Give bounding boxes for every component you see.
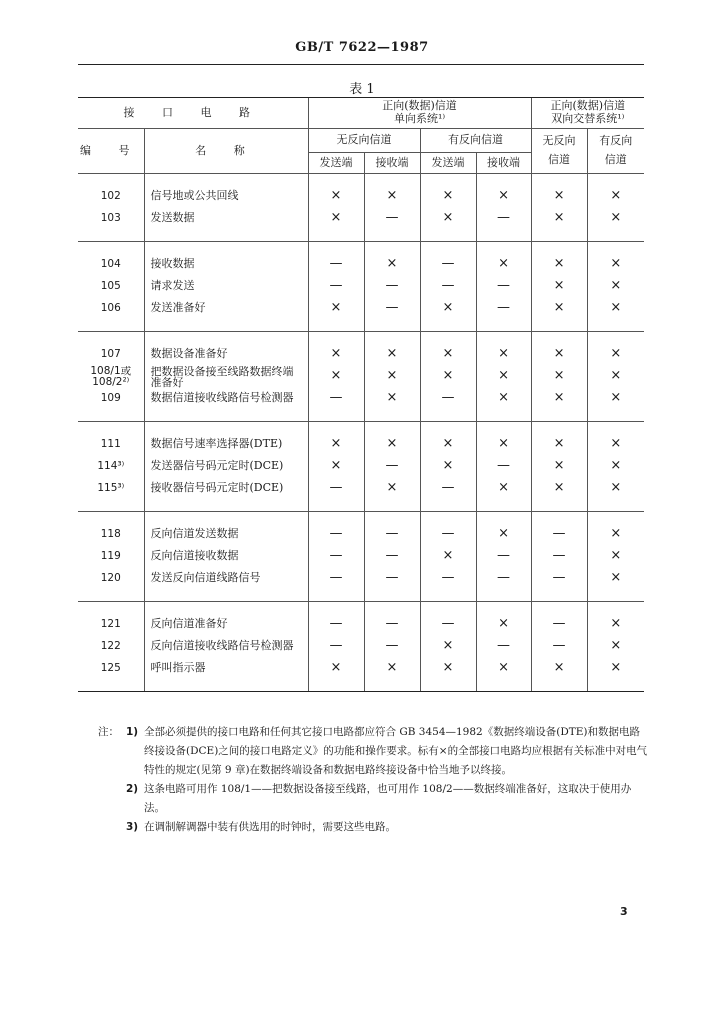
circuit-number: 107 [100,348,121,361]
alt-line2: 双向交替系统¹⁾ [551,112,625,125]
note-item [98,818,648,837]
support-mark: × [420,208,476,230]
support-mark: — [308,254,364,276]
table-body [78,174,644,692]
support-mark: × [476,388,531,410]
support-mark: × [308,434,364,456]
table-row [78,478,644,500]
table-row [78,276,644,298]
header-alt-no-reverse [531,129,587,174]
note-item [98,723,648,780]
circuit-number: 105 [100,280,121,293]
support-mark: — [420,254,476,276]
alt-no-rev-line1: 无反向 [542,134,576,148]
circuit-name: 反向信道发送数据 [144,524,308,546]
support-mark: — [420,478,476,500]
support-mark: × [531,254,587,276]
support-mark: — [531,568,587,590]
support-mark: × [308,186,364,208]
support-mark: × [364,254,420,276]
circuit-name: 接收数据 [144,254,308,276]
support-mark: × [476,434,531,456]
support-mark: × [364,344,420,366]
unidir-line2: 单向系统¹⁾ [393,112,446,125]
support-mark: — [531,636,587,658]
support-mark: × [420,456,476,478]
table-row [78,456,644,478]
note-text: 在调制解调器中装有供选用的时钟时，需要这些电路。 [144,821,396,833]
support-mark: × [531,456,587,478]
support-mark: — [364,276,420,298]
support-mark: × [364,478,420,500]
header-interface: 接 口 电 路 [78,98,308,129]
circuit-number: 120 [100,572,121,585]
header-unidirectional [308,98,531,129]
support-mark: × [587,524,644,546]
circuit-number: 118 [100,528,121,541]
support-mark: — [308,546,364,568]
support-mark: — [420,276,476,298]
support-mark: × [587,208,644,230]
circuit-name: 数据信号速率选择器(DTE) [144,434,308,456]
support-mark: × [587,254,644,276]
support-mark: × [420,366,476,388]
support-mark: × [587,658,644,680]
group-spacer [78,590,644,602]
support-mark: × [531,276,587,298]
group-spacer [78,242,644,254]
table-title: 表 1 [349,82,375,97]
support-mark: × [476,658,531,680]
support-mark: × [531,366,587,388]
note-index: 2) [126,783,139,795]
support-mark: × [587,344,644,366]
group-spacer [78,230,644,242]
support-mark: × [364,366,420,388]
table-row [78,546,644,568]
support-mark: × [531,298,587,320]
circuit-number: 121 [100,618,121,631]
header-recv: 接收端 [476,153,531,174]
table-row [78,298,644,320]
circuit-number: 106 [100,302,121,315]
group-spacer [78,602,644,614]
support-mark: — [531,614,587,636]
note-text: 全部必须提供的接口电路和任何其它接口电路都应符合 GB 3454—1982《数据终端设备(DTE)和数据电路终接设备(DCE)之间的接口电路定义》的功能和操作要求。标有×的全部接口电路均应根据有关标准中对电气特性的规定(见第 9 章)在数据终端设备和数据电路终接设备中恰当地予以终接。 [144,726,648,776]
alt-no-rev-line2: 信道 [548,153,571,166]
header-alternate [531,98,644,129]
circuit-name: 信号地或公共回线 [144,186,308,208]
notes-label: 注： [98,726,119,738]
support-mark: — [476,456,531,478]
support-mark: — [420,388,476,410]
support-mark: × [587,614,644,636]
support-mark: × [531,344,587,366]
circuit-name: 请求发送 [144,276,308,298]
support-mark: — [476,546,531,568]
table-row [78,186,644,208]
circuit-name: 发送反向信道线路信号 [144,568,308,590]
support-mark: × [587,478,644,500]
support-mark: × [531,434,587,456]
support-mark: — [420,524,476,546]
circuit-number: 119 [100,550,121,563]
support-mark: × [587,366,644,388]
support-mark: — [476,636,531,658]
support-mark: — [420,568,476,590]
support-mark: × [587,186,644,208]
support-mark: × [531,186,587,208]
support-mark: × [587,434,644,456]
alt-rev-line2: 信道 [604,153,627,166]
support-mark: × [420,546,476,568]
table-row [78,636,644,658]
circuit-name: 把数据设备接至线路数据终端 准备好 [144,366,308,388]
support-mark: × [308,366,364,388]
support-mark: — [420,614,476,636]
circuit-number: 103 [100,212,121,225]
circuit-number: 109 [100,392,121,405]
support-mark: — [364,298,420,320]
group-spacer [78,320,644,332]
support-mark: — [308,276,364,298]
support-mark: × [420,344,476,366]
table-row [78,614,644,636]
group-spacer [78,174,644,186]
group-spacer [78,500,644,512]
support-mark: — [476,568,531,590]
circuit-name: 反向信道准备好 [144,614,308,636]
support-mark: — [308,614,364,636]
support-mark: — [308,524,364,546]
group-spacer [78,512,644,524]
table-row [78,388,644,410]
support-mark: × [531,208,587,230]
support-mark: — [476,298,531,320]
support-mark: × [476,478,531,500]
support-mark: — [364,456,420,478]
circuit-number: 111 [100,438,121,451]
support-mark: — [364,546,420,568]
support-mark: — [308,478,364,500]
circuit-number: 104 [100,258,121,271]
circuit-number: 122 [100,640,121,653]
support-mark: — [476,208,531,230]
support-mark: × [531,478,587,500]
support-mark: — [531,546,587,568]
support-mark: × [308,344,364,366]
document-header: GB/T 7622—1987 [295,40,429,55]
note-index: 1) [126,726,139,738]
support-mark: × [587,276,644,298]
header-recv: 接收端 [364,153,420,174]
support-mark: × [364,658,420,680]
support-mark: × [308,208,364,230]
support-mark: — [364,208,420,230]
table-row [78,208,644,230]
circuit-number: 102 [100,190,121,203]
note-item [98,780,648,818]
alt-rev-line1: 有反向 [599,134,633,148]
table-row [78,568,644,590]
circuit-name: 发送数据 [144,208,308,230]
header-alt-with-reverse [587,129,644,174]
support-mark: × [364,388,420,410]
support-mark: × [587,388,644,410]
support-mark: — [364,524,420,546]
table-row [78,524,644,546]
table-row [78,434,644,456]
support-mark: — [364,614,420,636]
circuit-name: 发送准备好 [144,298,308,320]
group-spacer [78,332,644,344]
circuit-name: 呼叫指示器 [144,658,308,680]
support-mark: — [364,636,420,658]
support-mark: × [420,298,476,320]
note-text: 这条电路可用作 108/1——把数据设备接至线路，也可用作 108/2——数据终端准备好，这取决于使用办法。 [144,783,632,814]
note-index: 3) [126,821,139,833]
group-spacer [78,422,644,434]
support-mark: × [587,636,644,658]
support-mark: × [476,344,531,366]
group-spacer [78,680,644,692]
support-mark: × [476,186,531,208]
support-mark: × [308,456,364,478]
group-spacer [78,410,644,422]
support-mark: × [531,658,587,680]
circuit-number: 115³⁾ [97,482,125,495]
header-send: 发送端 [420,153,476,174]
support-mark: × [476,366,531,388]
header-name: 名 称 [144,129,308,174]
support-mark: × [420,186,476,208]
support-mark: — [531,524,587,546]
circuit-name: 数据设备准备好 [144,344,308,366]
support-mark: × [308,298,364,320]
circuit-number: 108/1或 108/2²⁾ [90,365,132,388]
support-mark: × [587,298,644,320]
circuit-name: 反向信道接收数据 [144,546,308,568]
support-mark: — [308,388,364,410]
support-mark: × [420,658,476,680]
circuit-number: 114³⁾ [97,460,125,473]
support-mark: × [587,546,644,568]
interface-circuit-table [78,97,644,692]
circuit-name: 发送器信号码元定时(DCE) [144,456,308,478]
circuit-name: 接收器信号码元定时(DCE) [144,478,308,500]
support-mark: — [476,276,531,298]
support-mark: — [308,636,364,658]
circuit-number: 125 [100,662,121,675]
notes-block [98,723,648,837]
support-mark: × [587,568,644,590]
support-mark: × [476,254,531,276]
table-row [78,366,644,388]
page-number: 3 [620,905,628,918]
support-mark: × [420,636,476,658]
support-mark: × [364,434,420,456]
circuit-name: 反向信道接收线路信号检测器 [144,636,308,658]
header-number: 编 号 [78,129,144,174]
table-row [78,344,644,366]
support-mark: × [587,456,644,478]
header-with-reverse: 有反向信道 [420,129,531,153]
header-rule [78,64,644,65]
alt-line1: 正向(数据)信道 [550,99,626,113]
support-mark: — [364,568,420,590]
header-send: 发送端 [308,153,364,174]
table-row [78,658,644,680]
support-mark: × [364,186,420,208]
support-mark: — [308,568,364,590]
support-mark: × [476,524,531,546]
support-mark: × [308,658,364,680]
circuit-name: 数据信道接收线路信号检测器 [144,388,308,410]
unidir-line1: 正向(数据)信道 [382,99,457,113]
support-mark: × [420,434,476,456]
header-no-reverse: 无反向信道 [308,129,420,153]
support-mark: × [476,614,531,636]
table-row [78,254,644,276]
support-mark: × [531,388,587,410]
